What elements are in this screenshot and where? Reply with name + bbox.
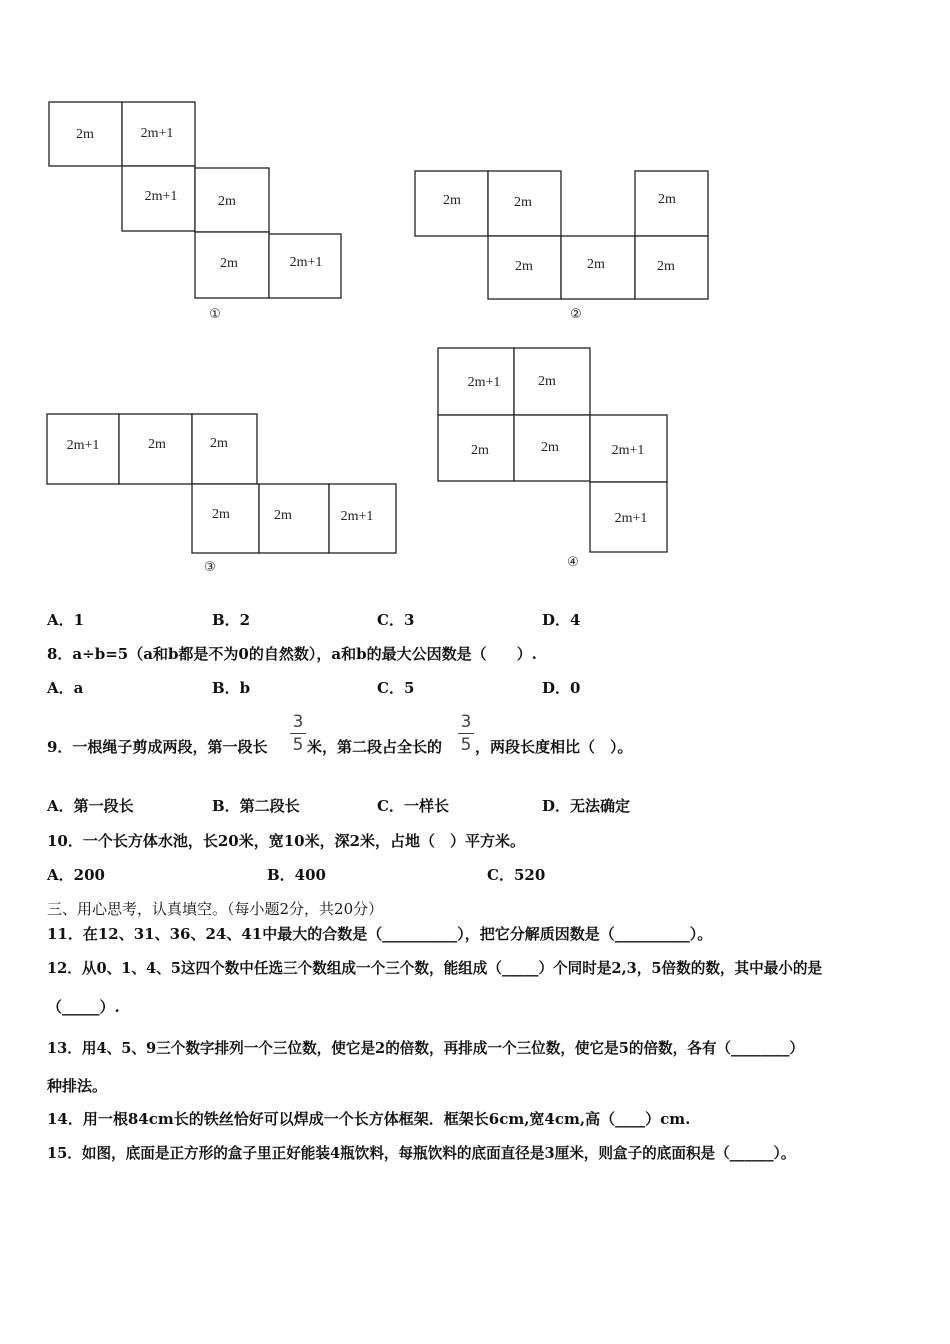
fraction-denominator: 5	[292, 735, 304, 755]
face-label: 2m	[148, 437, 166, 452]
q9-option-b[interactable]: B．第二段长	[212, 797, 300, 815]
fraction-numerator: 3	[292, 712, 304, 732]
face-label: 2m	[218, 194, 236, 209]
face-label: 2m+1	[340, 509, 374, 524]
face-label: 2m	[212, 507, 230, 522]
face-label: 2m	[210, 436, 228, 451]
cube-nets-figure	[0, 0, 950, 600]
q9-option-c[interactable]: C．一样长	[377, 797, 449, 815]
net-number: ③	[204, 560, 216, 575]
q7-option-c[interactable]: C．3	[377, 611, 415, 629]
q14-stem: 14．用一根84cm长的铁丝恰好可以焊成一个长方体框架．框架长6cm,宽4cm,高（____）cm.	[47, 1110, 691, 1128]
q9-stem-part2: 米，第二段占全长的	[307, 738, 443, 756]
q10-option-b[interactable]: B．400	[267, 866, 326, 884]
face-label: 2m+1	[467, 375, 501, 390]
q8-option-d[interactable]: D．0	[542, 679, 581, 697]
q10-stem: 10．一个长方体水池，长20米，宽10米，深2米，占地（ ）平方米。	[47, 832, 526, 850]
face-label: 2m	[515, 259, 533, 274]
face-label: 2m	[538, 374, 556, 389]
fraction-denominator: 5	[460, 735, 472, 755]
fraction-numerator: 3	[460, 712, 472, 732]
q13-stem-line2: 种排法。	[47, 1077, 108, 1095]
face-label: 2m	[76, 127, 94, 142]
fraction-bar	[290, 733, 306, 734]
net-face	[259, 484, 329, 553]
face-label: 2m	[443, 193, 461, 208]
q9-stem-part3: ，两段长度相比（ ）。	[475, 738, 633, 756]
fraction-bar	[458, 733, 474, 734]
face-label: 2m+1	[140, 126, 174, 141]
net-number: ②	[570, 307, 582, 322]
q8-stem: 8．a÷b=5（a和b都是不为0的自然数），a和b的最大公因数是（ ）.	[47, 645, 537, 663]
section-3-heading: 三、用心思考，认真填空。（每小题2分，共20分）	[47, 900, 384, 918]
q7-option-a[interactable]: A．1	[47, 611, 85, 629]
q10-option-c[interactable]: C．520	[487, 866, 546, 884]
face-label: 2m+1	[614, 511, 648, 526]
q9-fraction-1	[290, 712, 306, 755]
q15-stem: 15．如图，底面是正方形的盒子里正好能装4瓶饮料，每瓶饮料的底面直径是3厘米，则盒子的底面积是（______）。	[47, 1145, 796, 1162]
face-label: 2m+1	[611, 443, 645, 458]
q12-stem-line1: 12．从0、1、4、5这四个数中任选三个数组成一个三个数，能组成（_____）个同时是2,3，5倍数的数，其中最小的是	[47, 960, 823, 977]
face-label: 2m	[658, 192, 676, 207]
face-label: 2m	[274, 508, 292, 523]
net-3	[47, 414, 396, 575]
face-label: 2m	[587, 257, 605, 272]
q11-stem: 11．在12、31、36、24、41中最大的合数是（__________），把它分解质因数是（__________）。	[47, 925, 713, 943]
net-2	[415, 171, 708, 322]
q7-option-b[interactable]: B．2	[212, 611, 251, 629]
q12-stem-line2: （_____）.	[47, 998, 120, 1016]
net-1	[49, 102, 341, 322]
q8-option-a[interactable]: A．a	[47, 679, 84, 697]
face-label: 2m	[514, 195, 532, 210]
q9-stem-part1: 9．一根绳子剪成两段，第一段长	[47, 738, 268, 756]
net-4	[438, 348, 667, 570]
q8-option-b[interactable]: B．b	[212, 679, 251, 697]
q9-fraction-2	[458, 712, 474, 755]
face-label: 2m	[541, 440, 559, 455]
q9-option-a[interactable]: A．第一段长	[47, 797, 134, 815]
net-number: ①	[209, 307, 221, 322]
q13-stem-line1: 13．用4、5、9三个数字排列一个三位数，使它是2的倍数，再排成一个三位数，使它是5的倍数，各有（________）	[47, 1040, 804, 1057]
face-label: 2m	[471, 443, 489, 458]
face-label: 2m	[220, 256, 238, 271]
q9-option-d[interactable]: D．无法确定	[542, 797, 631, 815]
q7-option-d[interactable]: D．4	[542, 611, 581, 629]
face-label: 2m	[657, 259, 675, 274]
q8-option-c[interactable]: C．5	[377, 679, 415, 697]
net-number: ④	[567, 555, 579, 570]
face-label: 2m+1	[66, 438, 100, 453]
face-label: 2m+1	[144, 189, 178, 204]
q10-option-a[interactable]: A．200	[47, 866, 105, 884]
face-label: 2m+1	[289, 255, 323, 270]
